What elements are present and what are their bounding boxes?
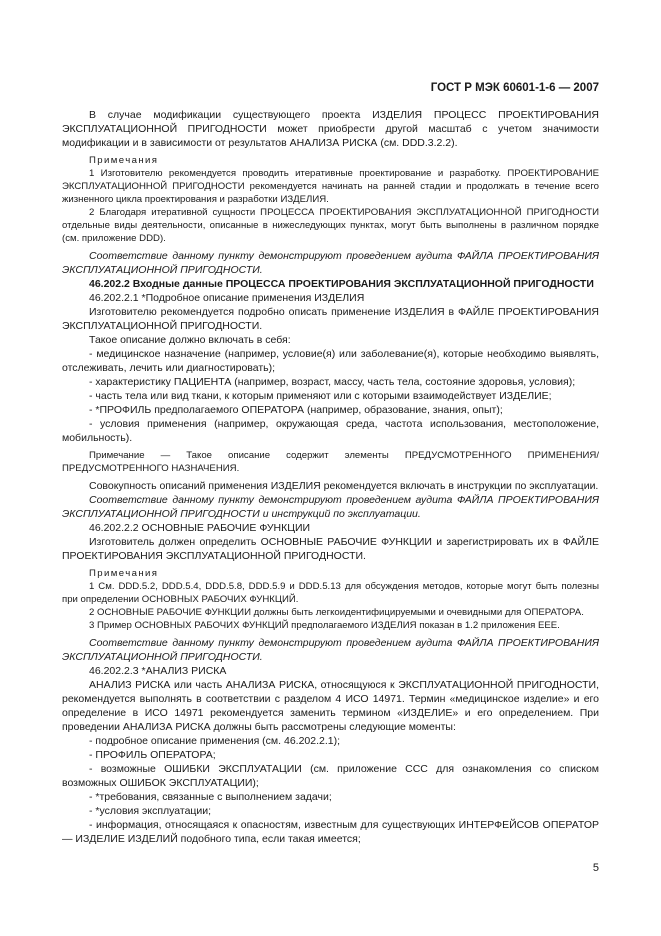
paragraph: АНАЛИЗ РИСКА или часть АНАЛИЗА РИСКА, относящуюся к ЭКСПЛУАТАЦИОННОЙ ПРИГОДНОСТИ, рекомендуется выполнять в соответствии с разделом 4 ИСО 14971. Термин «медицинское изделие» и его определение в ИСО 14971 рекомендуется заменить термином «ИЗДЕЛИЕ» и его определением. При проведении АНАЛИЗА РИСКА должны быть рассмотрены следующие моменты: — [62, 679, 599, 733]
paragraph: Изготовителю рекомендуется подробно описать применение ИЗДЕЛИЯ в ФАЙЛЕ ПРОЕКТИРОВАНИЯ ЭКСПЛУАТАЦИОННОЙ ПРИГОДНОСТИ. — [62, 306, 599, 332]
document-header: ГОСТ Р МЭК 60601-1-6 — 2007 — [430, 82, 599, 94]
paragraph: Совокупность описаний применения ИЗДЕЛИЯ рекомендуется включать в инструкции по эксплуатации. — [89, 480, 599, 492]
paragraph: - *требования, связанные с выполнением задачи; — [89, 791, 332, 803]
paragraph: - *ПРОФИЛЬ предполагаемого ОПЕРАТОРА (например, образование, знания, опыт); — [89, 404, 503, 416]
paragraph: 1 Изготовителю рекомендуется проводить итеративные проектирование и разработку. ПРОЕКТИРОВАНИЕ ЭКСПЛУАТАЦИОННОЙ ПРИГОДНОСТИ рекомендуется начинать на ранней стадии и продолжать в течение всего жизненного цикла проектирования и разработки ИЗДЕЛИЯ. — [62, 168, 599, 205]
paragraph: - медицинское назначение (например, условие(я) или заболевание(я), которые необходимо выявлять, отслеживать, лечить или диагностировать); — [62, 348, 599, 374]
document-body — [62, 108, 599, 846]
paragraph: Изготовитель должен определить ОСНОВНЫЕ РАБОЧИЕ ФУНКЦИИ и зарегистрировать их в ФАЙЛЕ ПРОЕКТИРОВАНИЯ ЭКСПЛУАТАЦИОННОЙ ПРИГОДНОСТИ. — [62, 536, 599, 562]
paragraph: 1 См. DDD.5.2, DDD.5.4, DDD.5.8, DDD.5.9 и DDD.5.13 для обсуждения методов, которые могут быть полезны при определении ОСНОВНЫХ РАБОЧИХ ФУНКЦИЙ. — [62, 581, 599, 605]
paragraph: - часть тела или вид ткани, к которым применяют или с которыми взаимодействует ИЗДЕЛИЕ; — [89, 390, 552, 402]
paragraph: 46.202.2.3 *АНАЛИЗ РИСКА — [89, 665, 227, 677]
paragraph: - подробное описание применения (см. 46.202.2.1); — [89, 735, 341, 747]
paragraph: Примечание — Такое описание содержит элементы ПРЕДУСМОТРЕННОГО ПРИМЕНЕНИЯ/ПРЕДУСМОТРЕННОГО НАЗНАЧЕНИЯ. — [62, 450, 599, 474]
paragraph: 46.202.2.1 *Подробное описание применения ИЗДЕЛИЯ — [89, 292, 365, 304]
paragraph: В случае модификации существующего проекта ИЗДЕЛИЯ ПРОЦЕСС ПРОЕКТИРОВАНИЯ ЭКСПЛУАТАЦИОННОЙ ПРИГОДНОСТИ может приобрести другой масштаб с учетом значимости модификации и в зависимости от результатов АНАЛИЗА РИСКА (см. DDD.3.2.2). — [62, 109, 599, 149]
page-number: 5 — [592, 862, 599, 874]
paragraph: Примечания — [89, 568, 159, 579]
paragraph: 2 Благодаря итеративной сущности ПРОЦЕССА ПРОЕКТИРОВАНИЯ ЭКСПЛУАТАЦИОННОЙ ПРИГОДНОСТИ отдельные виды деятельности, описанные в нижеследующих пунктах, могут быть выполнены в различном порядке (см. приложение DDD). — [62, 207, 599, 244]
paragraph: Соответствие данному пункту демонстрируют проведением аудита ФАЙЛА ПРОЕКТИРОВАНИЯ ЭКСПЛУАТАЦИОННОЙ ПРИГОДНОСТИ. — [62, 250, 599, 276]
paragraph: 2 ОСНОВНЫЕ РАБОЧИЕ ФУНКЦИИ должны быть легкоидентифицируемыми и очевидными для ОПЕРАТОРА. — [89, 607, 584, 618]
paragraph: 3 Пример ОСНОВНЫХ РАБОЧИХ ФУНКЦИЙ предполагаемого ИЗДЕЛИЯ показан в 1.2 приложения ЕЕЕ. — [89, 620, 560, 631]
paragraph: 46.202.2 Входные данные ПРОЦЕССА ПРОЕКТИРОВАНИЯ ЭКСПЛУАТАЦИОННОЙ ПРИГОДНОСТИ — [89, 278, 594, 290]
paragraph: Соответствие данному пункту демонстрируют проведением аудита ФАЙЛА ПРОЕКТИРОВАНИЯ ЭКСПЛУАТАЦИОННОЙ ПРИГОДНОСТИ и инструкций по эксплуатации. — [62, 494, 599, 520]
paragraph: Соответствие данному пункту демонстрируют проведением аудита ФАЙЛА ПРОЕКТИРОВАНИЯ ЭКСПЛУАТАЦИОННОЙ ПРИГОДНОСТИ. — [62, 637, 599, 663]
paragraph: - *условия эксплуатации; — [89, 805, 212, 817]
paragraph: - информация, относящаяся к опасностям, известным для существующих ИНТЕРФЕЙСОВ ОПЕРАТОР — ИЗДЕЛИЕ ИЗДЕЛИЙ подобного типа, если такая имеется; — [62, 819, 599, 845]
paragraph: Такое описание должно включать в себя: — [89, 334, 291, 346]
paragraph: - характеристику ПАЦИЕНТА (например, возраст, массу, часть тела, состояние здоровья, условия); — [89, 376, 576, 388]
paragraph: - условия применения (например, окружающая среда, частота использования, местоположение, мобильность). — [62, 418, 599, 444]
paragraph: - ПРОФИЛЬ ОПЕРАТОРА; — [89, 749, 216, 761]
paragraph: - возможные ОШИБКИ ЭКСПЛУАТАЦИИ (см. приложение ССС для ознакомления со списком возможных ОШИБОК ЭКСПЛУАТАЦИИ); — [62, 763, 599, 789]
paragraph: 46.202.2.2 ОСНОВНЫЕ РАБОЧИЕ ФУНКЦИИ — [89, 522, 311, 534]
paragraph: Примечания — [89, 155, 159, 166]
